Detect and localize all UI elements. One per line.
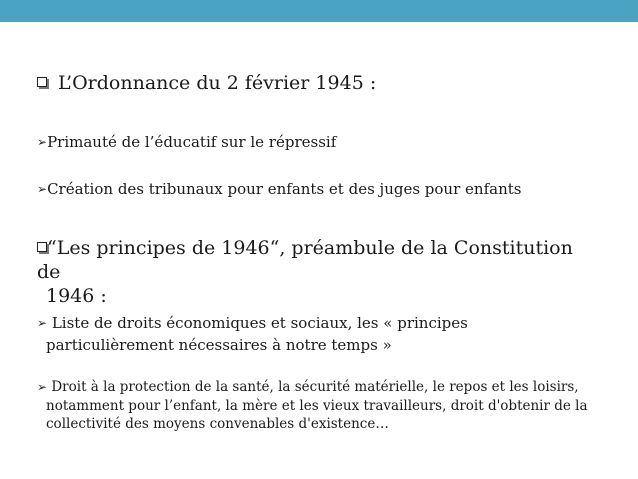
bullet-text-line2: 1946 : xyxy=(46,285,107,307)
bullet-principes-1946 xyxy=(37,236,597,308)
square-bullet-icon xyxy=(37,242,47,252)
bullet-text-line2: notamment pour l’enfant, la mère et les vieux travailleurs, droit d'obtenir de la xyxy=(46,397,588,414)
square-bullet-icon xyxy=(37,77,47,87)
bullet-text-line3: collectivité des moyens convenables d'existence… xyxy=(46,415,389,432)
arrow-bullet-icon: ➢ xyxy=(37,182,48,196)
bullet-primaute xyxy=(37,133,336,151)
arrow-bullet-icon: ➢ xyxy=(37,315,48,330)
bullet-text-line2: particulièrement nécessaires à notre temps » xyxy=(46,335,392,354)
bullet-text: Primauté de l’éducatif sur le répressif xyxy=(47,133,337,151)
bullet-text-line1: “Les principes de 1946“, préambule de la Constitution de xyxy=(37,237,573,283)
bullet-liste-droits xyxy=(37,313,597,356)
bullet-text: Création des tribunaux pour enfants et des juges pour enfants xyxy=(47,180,522,198)
bullet-text-line1: Droit à la protection de la santé, la sécurité matérielle, le repos et les loisirs, xyxy=(47,379,579,395)
bullet-creation-tribunaux xyxy=(37,180,521,198)
top-accent-bar xyxy=(0,0,638,22)
bullet-droit-protection xyxy=(37,378,617,433)
bullet-text: L’Ordonnance du 2 février 1945 : xyxy=(58,72,377,94)
bullet-text-line1: Liste de droits économiques et sociaux, les « principes xyxy=(47,314,468,332)
arrow-bullet-icon: ➢ xyxy=(37,135,48,149)
arrow-bullet-icon: ➢ xyxy=(37,379,48,394)
bullet-ordonnance xyxy=(37,72,376,94)
